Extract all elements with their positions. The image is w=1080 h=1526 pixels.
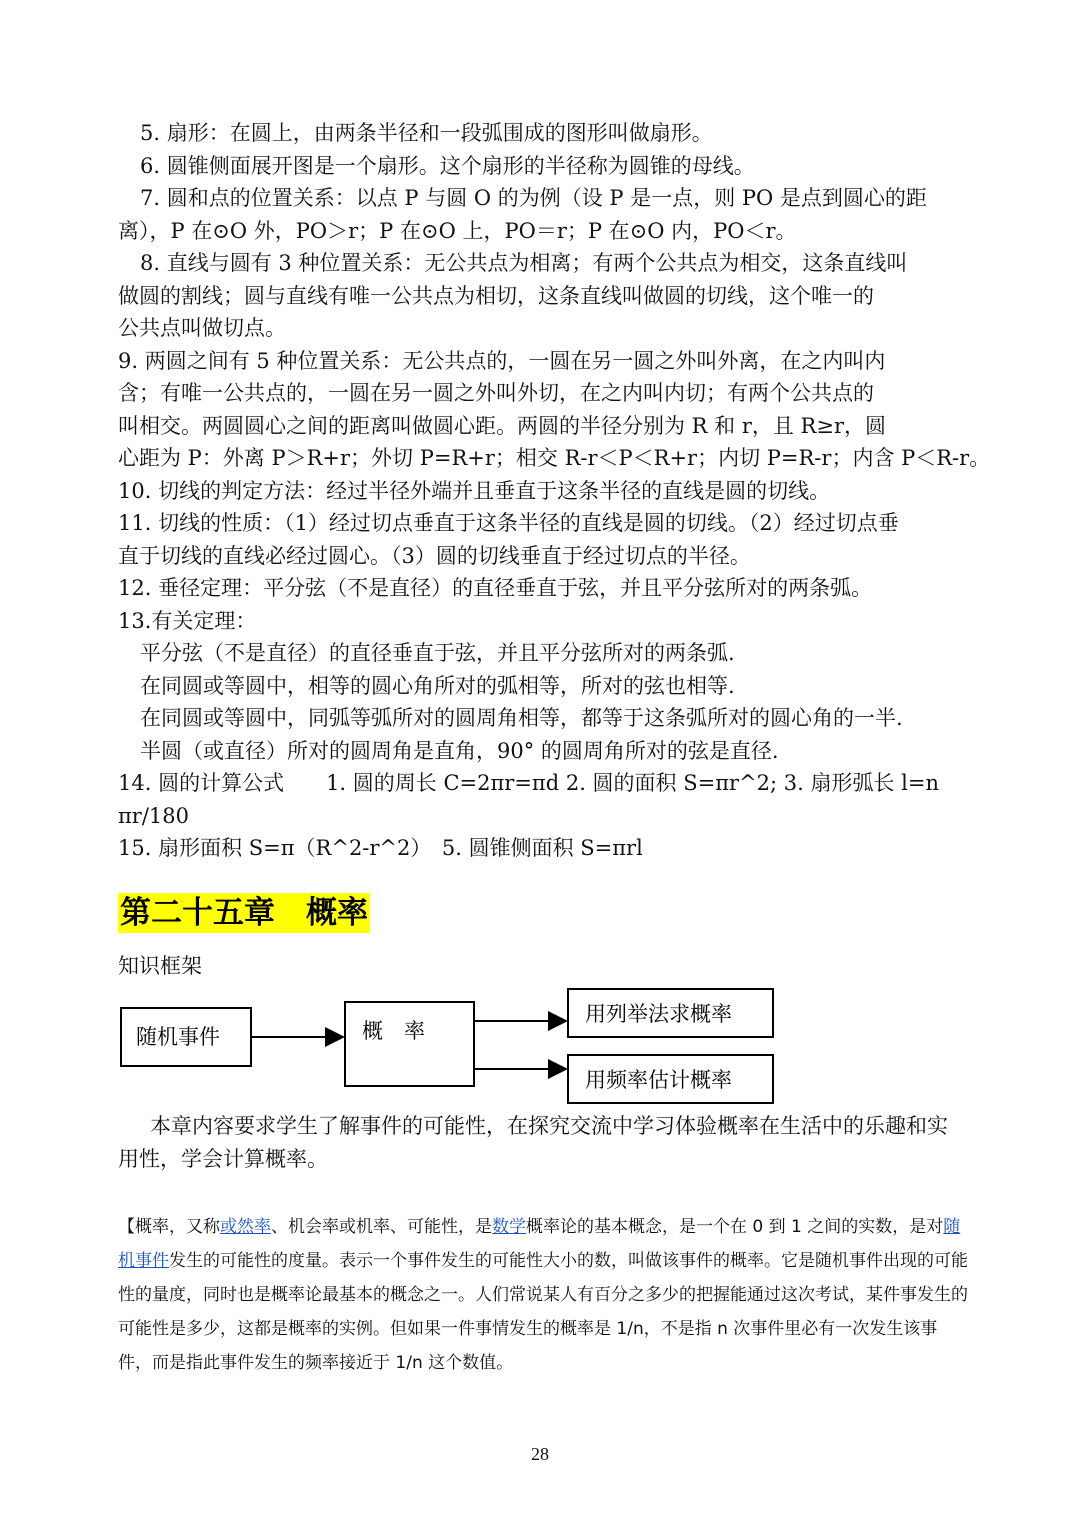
item-7-line-2: 离），P 在⊙O 外，PO＞r；P 在⊙O 上，PO＝r；P 在⊙O 内，PO＜r。 [118,218,797,243]
box-random-event-label: 随机事件 [136,1025,220,1049]
item-14-line-1: 14. 圆的计算公式 1. 圆的周长 C=2πr=πd 2. 圆的面积 S=πr^2; 3. 扇形弧长 l=n [118,771,939,795]
link-random-event[interactable]: 随机事件 [118,1217,961,1271]
note-text-2: 、机会率或机率、可能性，是 [271,1217,492,1237]
chapter-intro [118,1110,968,1175]
theorem-line-2: 在同圆或等圆中，相等的圆心角所对的弧相等，所对的弦也相等. [140,673,735,698]
item-5-line: 5. 扇形：在圆上，由两条半径和一段弧围成的图形叫做扇形。 [140,121,713,145]
item-9-line-1: 9. 两圆之间有 5 种位置关系：无公共点的，一圆在另一圆之外叫外离，在之内叫内 [118,348,886,373]
item-15-line: 15. 扇形面积 S=π（R^2-r^2） 5. 圆锥侧面积 S=πrl [118,836,643,860]
probability-definition-note [118,1210,968,1380]
link-huoranlv[interactable]: 或然率 [220,1217,271,1237]
item-9-line-3: 叫相交。两圆圆心之间的距离叫做圆心距。两圆的半径分别为 R 和 r，且 R≥r，圆 [118,413,886,438]
box-enumeration-method-label: 用列举法求概率 [585,1002,732,1026]
box-random-event [120,1007,252,1067]
page-number: 28 [531,1444,549,1464]
item-14-line-2: πr/180 [118,803,189,828]
box-enumeration-method [567,988,774,1038]
item-8-line-2: 做圆的割线；圆与直线有唯一公共点为相切，这条直线叫做圆的切线，这个唯一的 [118,283,874,308]
item-8-line-3: 公共点叫做切点。 [118,316,286,340]
theorem-line-3: 在同圆或等圆中，同弧等弧所对的圆周角相等，都等于这条弧所对的圆心角的一半. [140,706,903,730]
item-7-line-1: 7. 圆和点的位置关系：以点 P 与圆 O 的为例（设 P 是一点，则 PO 是点到圆心的距 [140,186,927,210]
item-12-line: 12. 垂径定理：平分弦（不是直径）的直径垂直于弦，并且平分弦所对的两条弧。 [118,576,873,600]
theorem-line-1: 平分弦（不是直径）的直径垂直于弦，并且平分弦所对的两条弧. [140,641,735,665]
framework-label: 知识框架 [118,954,202,978]
item-8-line-1: 8. 直线与圆有 3 种位置关系：无公共点为相离；有两个公共点为相交，这条直线叫 [140,251,908,275]
item-6-line: 6. 圆锥侧面展开图是一个扇形。这个扇形的半径称为圆锥的母线。 [140,153,755,178]
theorem-line-4: 半圆（或直径）所对的圆周角是直角，90° 的圆周角所对的弦是直径. [140,738,779,763]
chapter-title: 第二十五章 概率 [120,895,368,931]
note-text-4: 发生的可能性的度量。表示一个事件发生的可能性大小的数，叫做该事件的概率。它是随机事件出现的可能性的量度，同时也是概率论最基本的概念之一。人们常说某人有百分之多少的把握能通过这次考试，某件事发生的可能性是多少，这都是概率的实例。但如果一件事情发生的概率是 1/n，不是指 n 次事件里必有一次发生该事件，而是指此事件发生的频率接近于 1/n 这个数值。 [118,1251,968,1373]
note-text-3: 概率论的基本概念，是一个在 0 到 1 之间的实数，是对 [526,1217,944,1237]
item-9-line-2: 含；有唯一公共点的，一圆在另一圆之外叫外切，在之内叫内切；有两个公共点的 [118,381,874,405]
item-9-line-4: 心距为 P：外离 P＞R+r；外切 P=R+r；相交 R-r＜P＜R+r；内切 P=R-r；内含 P＜R-r。 [118,446,991,470]
box-frequency-estimation-label: 用频率估计概率 [585,1068,732,1092]
box-probability-label: 概 率 [362,1019,425,1043]
item-13-heading: 13.有关定理： [118,608,257,633]
item-11-line-2: 直于切线的直线必经过圆心。（3）圆的切线垂直于经过切点的半径。 [118,543,751,568]
box-frequency-estimation [567,1054,774,1104]
chapter-intro-text: 本章内容要求学生了解事件的可能性，在探究交流中学习体验概率在生活中的乐趣和实用性，学会计算概率。 [118,1114,948,1171]
note-text-1: 【概率，又称 [118,1217,220,1237]
item-10-line: 10. 切线的判定方法：经过半径外端并且垂直于这条半径的直线是圆的切线。 [118,478,831,503]
box-probability [344,1001,475,1087]
link-shuxue[interactable]: 数学 [492,1217,526,1237]
item-11-line-1: 11. 切线的性质：（1）经过切点垂直于这条半径的直线是圆的切线。（2）经过切点垂 [118,511,899,535]
